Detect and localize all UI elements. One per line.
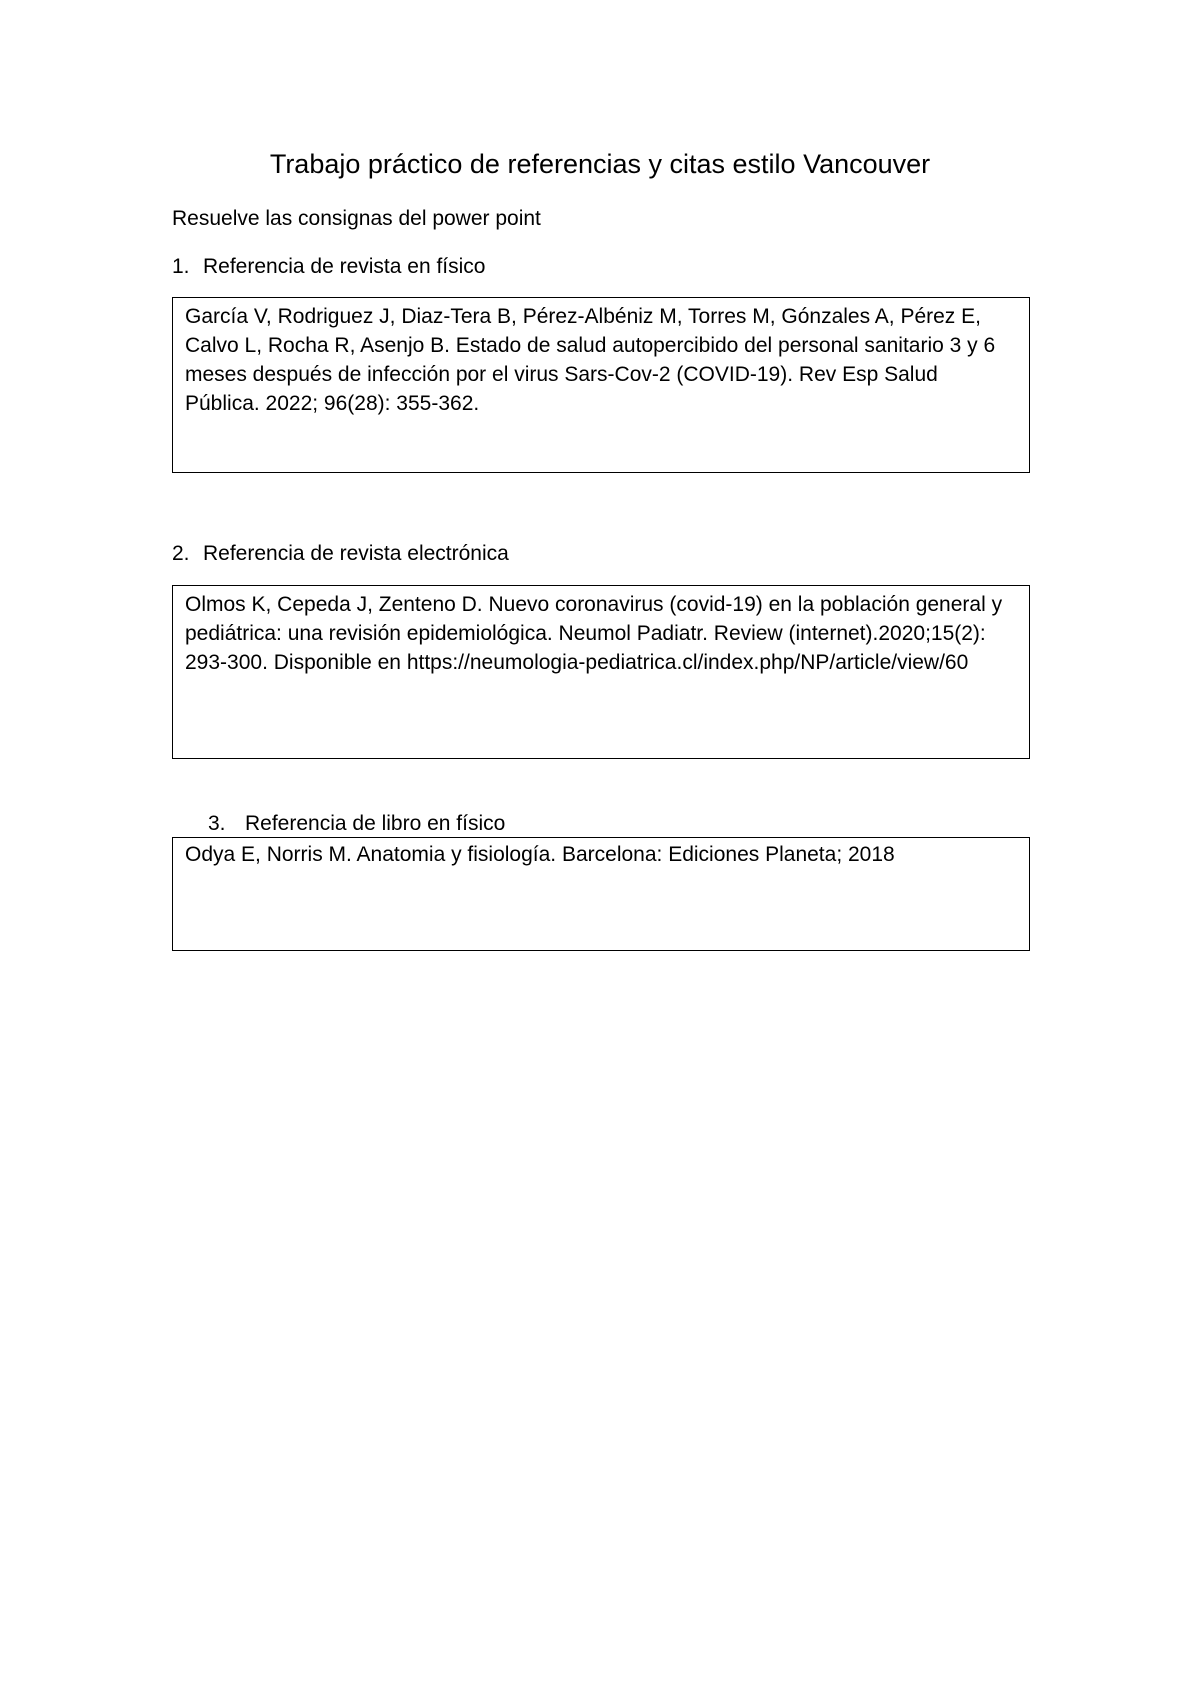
section-heading-3 <box>208 810 505 838</box>
section-number-2: 2. <box>172 542 190 565</box>
section-heading-2 <box>172 540 509 568</box>
section-heading-1 <box>172 253 485 281</box>
section-heading-label-1: Referencia de revista en físico <box>203 255 486 278</box>
page-title: Trabajo práctico de referencias y citas estilo Vancouver <box>269 149 931 179</box>
answer-text-2: Olmos K, Cepeda J, Zenteno D. Nuevo coronavirus (covid-19) en la población general y pediátrica: una revisión epidemiológica. Neumol Padiatr. Review (internet).2020;15(2): 293-300. Disponible en https://neumologia-pediatrica.cl/index.php/NP/article/view/60 <box>185 593 1003 674</box>
answer-box-3[interactable] <box>172 837 1030 951</box>
answer-box-1[interactable] <box>172 297 1030 473</box>
section-heading-label-2: Referencia de revista electrónica <box>203 542 509 565</box>
answer-text-1: García V, Rodriguez J, Diaz-Tera B, Pérez-Albéniz M, Torres M, Gónzales A, Pérez E, Calvo L, Rocha R, Asenjo B. Estado de salud autopercibido del personal sanitario 3 y 6 meses después de infección por el virus Sars-Cov-2 (COVID-19). Rev Esp Salud Pública. 2022; 96(28): 355-362. <box>185 305 996 415</box>
section-number-1: 1. <box>172 255 190 278</box>
answer-box-2[interactable] <box>172 585 1030 759</box>
instruction-text: Resuelve las consignas del power point <box>172 207 541 230</box>
section-heading-label-3: Referencia de libro en físico <box>245 812 506 835</box>
answer-text-3: Odya E, Norris M. Anatomia y fisiología. Barcelona: Ediciones Planeta; 2018 <box>185 843 895 866</box>
section-number-3: 3. <box>208 812 226 835</box>
